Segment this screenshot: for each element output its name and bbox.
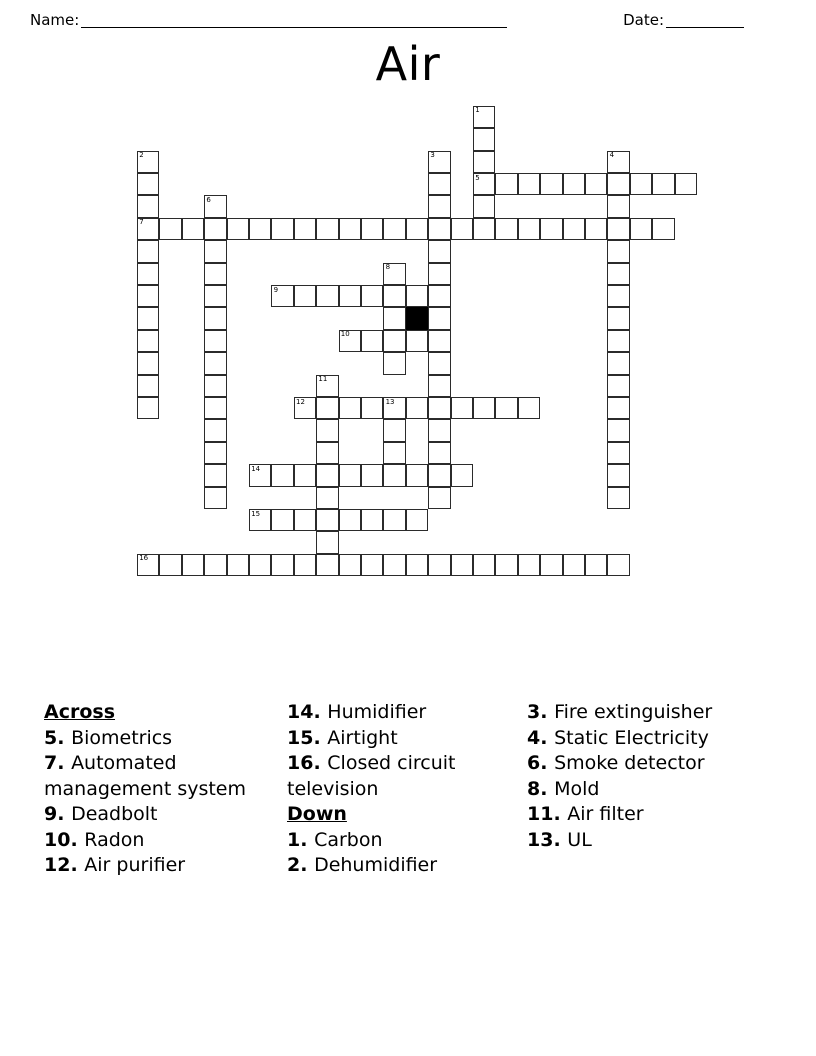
clue-column-1 [44,700,287,879]
grid-cell[interactable] [518,554,540,576]
grid-cell[interactable] [495,218,517,240]
grid-cell[interactable] [204,285,226,307]
grid-cell[interactable] [361,330,383,352]
date-label: Date: [623,11,664,29]
grid-cell[interactable] [159,554,181,576]
grid-cell[interactable] [451,397,473,419]
clue-across-14[interactable] [287,700,527,726]
grid-cell[interactable] [137,352,159,374]
grid-cell[interactable] [607,397,629,419]
grid-cell[interactable] [361,397,383,419]
clue-number: 9. [44,803,72,825]
grid-cell[interactable] [339,218,361,240]
grid-cell[interactable] [294,285,316,307]
grid-cell[interactable] [428,464,450,486]
clue-text: Dehumidifier [314,854,438,876]
grid-cell[interactable] [137,218,159,240]
grid-cell[interactable] [428,554,450,576]
grid-cell-number: 11 [318,375,328,384]
grid-cell[interactable] [383,307,405,329]
grid-cell[interactable] [204,397,226,419]
grid-cell[interactable] [227,218,249,240]
clue-number: 5. [44,726,72,749]
grid-cell[interactable] [607,554,629,576]
grid-cell[interactable] [518,173,540,195]
grid-cell[interactable] [383,509,405,531]
grid-cell[interactable] [137,397,159,419]
grid-cell[interactable] [294,464,316,486]
grid-cell[interactable] [137,285,159,307]
clue-number: 10. [44,828,85,851]
clue-across-16[interactable] [287,751,527,802]
clue-down-3[interactable] [527,700,757,726]
grid-cell[interactable] [249,554,271,576]
clue-number: 8. [527,777,555,800]
grid-cell[interactable] [540,218,562,240]
clue-text: Carbon [314,828,383,851]
clue-column-3 [527,700,757,853]
down-heading: Down [287,803,347,825]
clue-text: Automated management system [44,752,247,800]
grid-cell[interactable] [204,263,226,285]
clue-text: Radon [84,828,145,851]
grid-cell-number: 3 [430,151,435,160]
grid-cell[interactable] [204,307,226,329]
grid-cell-number: 6 [206,195,211,204]
grid-cell[interactable] [137,195,159,217]
grid-cell[interactable] [137,307,159,329]
grid-cell[interactable] [204,442,226,464]
clue-text: UL [567,828,592,851]
clue-text: Air purifier [84,854,186,876]
grid-cell[interactable] [204,375,226,397]
clue-list [44,700,780,879]
grid-cell[interactable] [428,263,450,285]
grid-cell[interactable] [428,240,450,262]
grid-cell-blocked [406,307,428,329]
clue-down-1[interactable] [287,828,527,854]
grid-cell[interactable] [428,330,450,352]
grid-cell[interactable] [607,218,629,240]
clue-number: 4. [527,726,555,749]
grid-cell[interactable] [271,464,293,486]
grid-cell-number: 13 [385,397,395,406]
grid-cell[interactable] [451,464,473,486]
clue-across-7[interactable] [44,751,287,802]
grid-cell[interactable] [316,375,338,397]
grid-cell[interactable] [607,375,629,397]
grid-cell[interactable] [316,397,338,419]
grid-cell[interactable] [585,554,607,576]
clue-text: Smoke detector [554,752,705,774]
clue-number: 3. [527,701,555,723]
grid-cell[interactable] [473,397,495,419]
grid-cell-number: 15 [251,509,261,518]
grid-cell[interactable] [249,464,271,486]
grid-cell[interactable] [428,218,450,240]
clue-down-13[interactable] [527,828,757,854]
clue-number: 12. [44,854,85,876]
grid-cell[interactable] [316,285,338,307]
grid-cell[interactable] [137,330,159,352]
clue-number: 15. [287,726,328,749]
clue-text: Airtight [327,726,398,749]
grid-cell[interactable] [607,352,629,374]
grid-cell[interactable] [339,509,361,531]
grid-cell[interactable] [294,218,316,240]
grid-cell[interactable] [495,397,517,419]
clue-across-5[interactable] [44,726,287,752]
grid-cell[interactable] [652,218,674,240]
clue-down-11[interactable] [527,802,757,828]
grid-cell[interactable] [607,464,629,486]
grid-cell[interactable] [316,218,338,240]
grid-cell[interactable] [406,330,428,352]
clue-text: Deadbolt [71,803,158,825]
page-title: Air [375,37,441,91]
clue-number: 13. [527,828,568,851]
grid-cell[interactable] [428,151,450,173]
grid-cell[interactable] [204,487,226,509]
clue-number: 11. [527,803,568,825]
grid-cell[interactable] [406,218,428,240]
grid-cell[interactable] [607,173,629,195]
grid-cell[interactable] [406,554,428,576]
grid-cell[interactable] [137,240,159,262]
across-heading: Across [44,701,116,723]
clue-across-9[interactable] [44,802,287,828]
grid-cell[interactable] [383,285,405,307]
grid-cell[interactable] [339,330,361,352]
grid-cell[interactable] [428,487,450,509]
grid-cell[interactable] [361,464,383,486]
grid-cell[interactable] [383,554,405,576]
grid-cell[interactable] [249,218,271,240]
grid-cell[interactable] [137,151,159,173]
grid-cell[interactable] [316,464,338,486]
clue-number: 14. [287,701,328,723]
name-label: Name: [30,11,80,29]
grid-cell[interactable] [361,554,383,576]
grid-cell[interactable] [495,173,517,195]
grid-cell[interactable] [383,263,405,285]
grid-cell[interactable] [294,509,316,531]
grid-cell[interactable] [607,419,629,441]
grid-cell[interactable] [294,397,316,419]
grid-cell-number: 9 [273,285,279,294]
grid-cell[interactable] [204,352,226,374]
grid-cell[interactable] [227,554,249,576]
grid-cell[interactable] [182,554,204,576]
clue-text: Air filter [567,803,644,825]
grid-cell[interactable] [607,307,629,329]
grid-cell[interactable] [473,128,495,150]
grid-cell[interactable] [137,263,159,285]
grid-cell[interactable] [383,352,405,374]
clue-text: Fire extinguisher [554,701,713,723]
grid-cell[interactable] [204,195,226,217]
grid-cell-number: 16 [139,554,149,563]
grid-cell[interactable] [249,509,271,531]
grid-cell[interactable] [652,173,674,195]
grid-cell[interactable] [607,195,629,217]
clue-across-12[interactable] [44,853,287,879]
grid-cell[interactable] [585,218,607,240]
clue-text: Humidifier [327,701,427,723]
grid-cell[interactable] [675,173,697,195]
grid-cell[interactable] [339,554,361,576]
grid-cell[interactable] [316,531,338,553]
grid-cell[interactable] [518,218,540,240]
grid-cell[interactable] [451,218,473,240]
grid-cell[interactable] [428,173,450,195]
grid-cell[interactable] [137,554,159,576]
grid-cell[interactable] [428,195,450,217]
grid-cell[interactable] [540,554,562,576]
grid-cell[interactable] [339,464,361,486]
grid-cell[interactable] [607,285,629,307]
clue-down-2[interactable] [287,853,527,879]
grid-cell[interactable] [361,218,383,240]
grid-cell-number: 7 [139,218,144,227]
grid-cell[interactable] [339,285,361,307]
clue-down-4[interactable] [527,726,757,752]
grid-cell[interactable] [473,106,495,128]
grid-cell[interactable] [451,554,473,576]
grid-cell[interactable] [406,509,428,531]
clue-text: Closed circuit television [287,752,456,800]
grid-cell[interactable] [361,509,383,531]
grid-cell[interactable] [428,307,450,329]
grid-cell[interactable] [383,218,405,240]
grid-cell[interactable] [607,263,629,285]
grid-cell[interactable] [271,218,293,240]
grid-cell[interactable] [316,509,338,531]
grid-cell[interactable] [316,442,338,464]
grid-cell[interactable] [204,330,226,352]
grid-cell[interactable] [316,554,338,576]
clue-column-2 [287,700,527,879]
grid-cell[interactable] [383,330,405,352]
grid-cell[interactable] [271,554,293,576]
grid-cell[interactable] [316,487,338,509]
grid-cell[interactable] [585,173,607,195]
clue-text: Mold [554,777,600,800]
grid-cell[interactable] [428,285,450,307]
grid-cell[interactable] [204,240,226,262]
grid-cell[interactable] [428,419,450,441]
grid-cell[interactable] [137,375,159,397]
grid-cell[interactable] [473,554,495,576]
grid-cell[interactable] [607,151,629,173]
grid-cell-number: 5 [475,173,480,182]
grid-cell[interactable] [428,397,450,419]
grid-cell[interactable] [473,218,495,240]
clue-across-10[interactable] [44,828,287,854]
clue-number: 6. [527,752,555,774]
grid-cell[interactable] [204,218,226,240]
clue-number: 1. [287,828,315,851]
grid-cell[interactable] [271,509,293,531]
grid-cell[interactable] [204,554,226,576]
grid-cell[interactable] [383,397,405,419]
grid-cell[interactable] [383,442,405,464]
grid-cell-number: 1 [475,106,480,115]
grid-cell[interactable] [182,218,204,240]
grid-cell[interactable] [607,330,629,352]
grid-cell[interactable] [361,285,383,307]
grid-cell[interactable] [428,442,450,464]
grid-cell[interactable] [316,419,338,441]
clue-down-8[interactable] [527,777,757,803]
grid-cell[interactable] [473,195,495,217]
grid-cell[interactable] [428,375,450,397]
clue-down-6[interactable] [527,751,757,777]
grid-cell-number: 8 [385,263,391,272]
grid-cell[interactable] [204,419,226,441]
clue-text: Static Electricity [554,726,709,749]
grid-cell[interactable] [630,218,652,240]
grid-cell[interactable] [540,173,562,195]
grid-cell[interactable] [406,285,428,307]
grid-cell[interactable] [563,173,585,195]
grid-cell-number: 12 [295,397,305,406]
grid-cell-number: 10 [340,330,350,339]
clue-text: Biometrics [71,726,173,749]
grid-cell-number: 14 [251,464,261,473]
grid-cell[interactable] [339,397,361,419]
clue-number: 2. [287,854,315,876]
grid-cell[interactable] [518,397,540,419]
grid-cell-number: 2 [139,151,144,160]
grid-cell[interactable] [159,218,181,240]
grid-cell-number: 4 [609,151,615,160]
grid-cell[interactable] [137,173,159,195]
grid-cell[interactable] [406,464,428,486]
grid-cell[interactable] [607,442,629,464]
grid-cell[interactable] [607,487,629,509]
grid-cell[interactable] [630,173,652,195]
clue-across-15[interactable] [287,726,527,752]
grid-cell[interactable] [204,464,226,486]
grid-cell[interactable] [563,218,585,240]
grid-cell[interactable] [294,554,316,576]
grid-cell[interactable] [607,240,629,262]
grid-cell[interactable] [406,397,428,419]
grid-cell[interactable] [495,554,517,576]
clue-number: 16. [287,752,328,774]
grid-cell[interactable] [271,285,293,307]
grid-cell[interactable] [428,352,450,374]
grid-cell[interactable] [383,464,405,486]
grid-cell[interactable] [563,554,585,576]
grid-cell[interactable] [473,151,495,173]
grid-cell[interactable] [473,173,495,195]
clue-number: 7. [44,752,72,774]
grid-cell[interactable] [383,419,405,441]
